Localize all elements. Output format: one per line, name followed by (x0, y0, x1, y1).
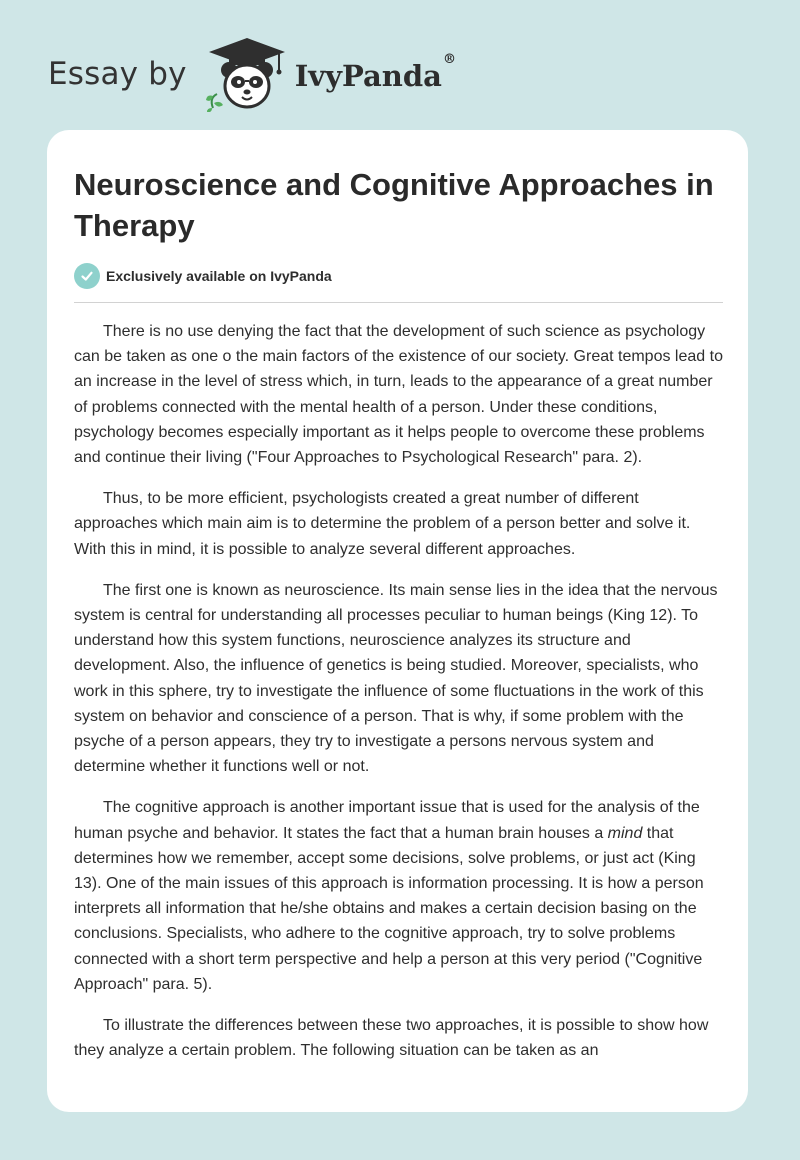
paragraph-1: There is no use denying the fact that the development of such science as psychology can be taken as one o the main factors of the existence of our society. Great tempos lead to an increase in the level of stress which, in turn, leads to the appearance of a great number of problems connected with the mental health of a person. Under these conditions, psychology becomes especially important as it helps people to overcome these problems and continue their living ("Four Approaches to Psychological Research" para. 2). (74, 323, 723, 467)
essay-title: Neuroscience and Cognitive Approaches in Therapy (74, 167, 714, 243)
paragraph-4-after: that determines how we remember, accept some decisions, solve problems, or just act (King 13). One of the main issues of this approach is information processing. It is how a person interprets all information that he/she obtains and makes a certain decision basing on the conclusions. Specialists, who adhere to the cognitive approach, try to solve problems connected with a short term perspective and help a person at this very period ("Cognitive Approach" para. 5). (74, 824, 704, 993)
panda-graduate-logo-icon[interactable] (205, 36, 289, 112)
exclusive-label: Exclusively available on IvyPanda (106, 268, 332, 284)
divider (74, 302, 723, 303)
brand-name[interactable] (294, 52, 456, 93)
paragraph-2: Thus, to be more efficient, psychologists created a great number of different approaches which main aim is to determine the problem of a person better and solve it. With this in mind, it is possible to analyze several different approaches. (74, 490, 691, 558)
essay-card (47, 130, 748, 1112)
site-header (48, 34, 456, 114)
paragraph-4-before: The cognitive approach is another important issue that is used for the analysis of the human psyche and behavior. It states the fact that a human brain houses a (74, 799, 700, 842)
check-circle-icon (74, 263, 100, 289)
paragraph-3: The first one is known as neuroscience. Its main sense lies in the idea that the nervous system is central for understanding all processes peculiar to human beings (King 12). To understand how this system functions, neuroscience analyzes its structure and development. Also, the influence of genetics is being studied. Moreover, specialists, who work in this sphere, try to investigate the influence of some fluctuations in the work of this system on behavior and conscience of a person. That is why, if some problem with the psyche of a person appears, they try to investigate a persons nervous system and determine whether it functions well or not. (74, 581, 718, 776)
essay-by-label: Essay by (48, 56, 187, 92)
paragraph-5: To illustrate the differences between these two approaches, it is possible to show how they analyze a certain problem. The following situation can be taken as an (74, 1017, 709, 1060)
registered-mark: ® (442, 52, 456, 68)
brand-label: IvyPanda (294, 59, 442, 93)
essay-body (74, 319, 726, 1079)
paragraph-4 (74, 795, 726, 997)
paragraph-4-emphasis: mind (607, 824, 643, 842)
exclusive-badge (74, 263, 332, 289)
